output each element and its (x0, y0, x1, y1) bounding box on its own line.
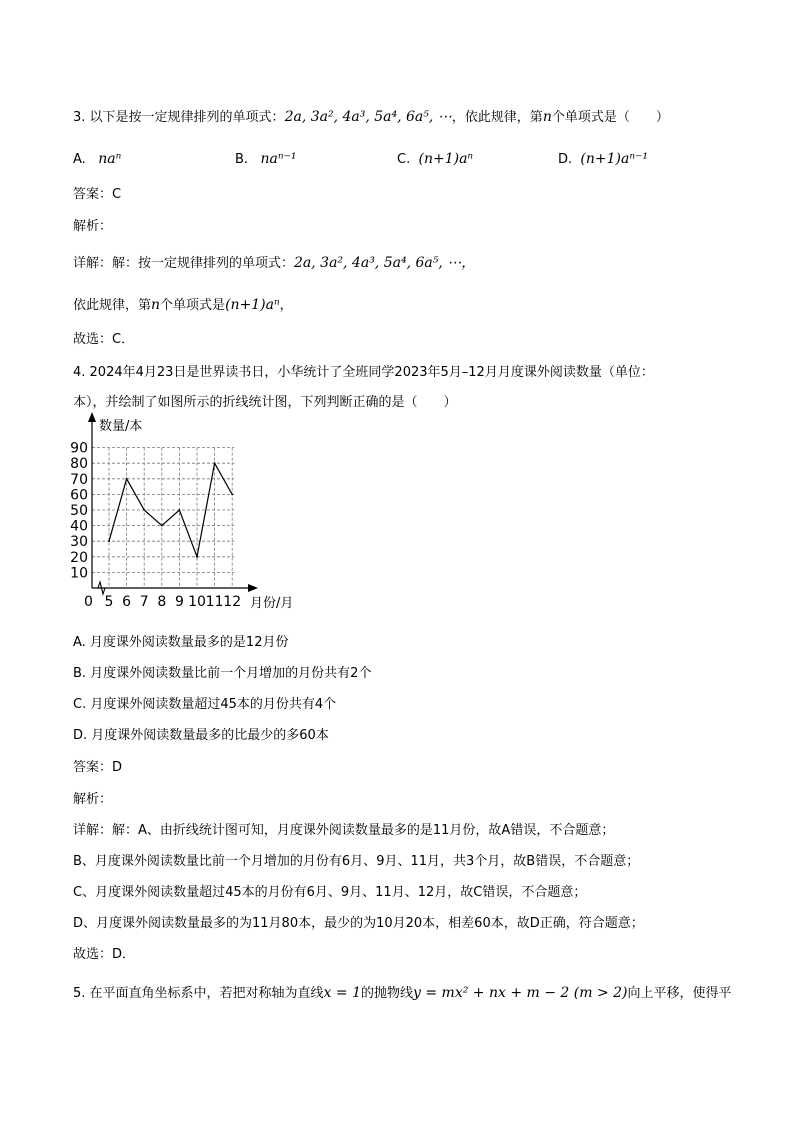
data-point (108, 540, 110, 542)
data-point (196, 556, 198, 558)
q3-stem: 3. 以下是按一定规律排列的单项式：2a, 3a², 4a³, 5a⁴, 6a⁵, ⋯，依此规律，第n个单项式是（ ） (73, 109, 669, 125)
y-tick-label: 60 (70, 487, 88, 504)
q4-option-b: B. 月度课外阅读数量比前一个月增加的月份共有2个 (73, 666, 372, 681)
q4-detail-1: 详解：解：A、由折线统计图可知，月度课外阅读数量最多的是11月份，故A错误，不合题意； (73, 823, 615, 838)
data-point (231, 494, 233, 496)
x-tick-label: 5 (104, 594, 114, 610)
q4-answer: 答案：D (73, 760, 123, 775)
y-axis-label: 数量/本 (99, 419, 143, 434)
data-point (143, 509, 145, 511)
y-axis-arrow (88, 412, 96, 422)
y-tick-label: 50 (70, 503, 88, 519)
q4-option-d: D. 月度课外阅读数量最多的比最少的多60本 (73, 728, 329, 743)
q4-stem-line2: 本），并绘制了如图所示的折线统计图，下列判断正确的是（ ） (73, 395, 457, 410)
y-tick-label: 40 (70, 518, 88, 535)
x-tick-label: 11 (205, 594, 224, 610)
q3-option-c: C. (n+1)aⁿ (397, 151, 474, 167)
y-tick-label: 80 (70, 456, 88, 473)
q3-option-d: D. (n+1)aⁿ⁻¹ (558, 151, 649, 167)
q3-sequence: 2a, 3a², 4a³, 5a⁴, 6a⁵, ⋯ (284, 109, 452, 125)
q3-option-a: A. naⁿ (73, 151, 122, 167)
q4-stem-line1: 4. 2024年4月23日是世界读书日，小华统计了全班同学2023年5月–12月月度课外阅读数量（单位： (73, 365, 654, 380)
data-point (214, 462, 216, 464)
data-point (126, 478, 128, 480)
x-tick-label: 7 (139, 594, 149, 610)
q3-detail-2: 依此规律，第n个单项式是(n+1)aⁿ， (73, 297, 293, 313)
q5-stem: 5. 在平面直角坐标系中，若把对称轴为直线x = 1的抛物线y = mx² + nx + m − 2 (m > 2)向上平移，使得平 (73, 985, 732, 1001)
q3-choose: 故选：C． (73, 332, 135, 347)
x-tick-label: 8 (157, 594, 167, 610)
q4-option-a: A. 月度课外阅读数量最多的是12月份 (73, 635, 289, 650)
chart-grid (92, 448, 234, 588)
q4-option-c: C. 月度课外阅读数量超过45本的月份共有4个 (73, 697, 337, 712)
q3-option-b: B. naⁿ⁻¹ (235, 151, 297, 167)
y-tick-label: 30 (70, 534, 88, 551)
data-point (179, 509, 181, 511)
x-tick-label: 9 (174, 594, 184, 610)
line-chart (60, 410, 320, 625)
chart-ticks (70, 441, 241, 610)
x-axis-label: 月份/月 (250, 596, 294, 611)
q3-detail-1: 详解：解：按一定规律排列的单项式：2a, 3a², 4a³, 5a⁴, 6a⁵, ⋯， (73, 255, 476, 271)
y-tick-label: 70 (70, 471, 88, 488)
q4-detail-2: B、月度课外阅读数量比前一个月增加的月份有6月、9月、11月，共3个月，故B错误，不合题意； (73, 854, 640, 869)
x-tick-label: 10 (188, 594, 206, 610)
y-tick-label: 20 (70, 549, 88, 566)
q4-detail-4: D、月度课外阅读数量最多的为11月80本，最少的为10月20本，相差60本，故D正确，符合题意； (73, 916, 644, 931)
q3-answer: 答案：C (73, 187, 122, 202)
q4-detail-3: C、月度课外阅读数量超过45本的月份有6月、9月、11月、12月，故C错误，不合题意； (73, 885, 587, 900)
q4-analysis-label: 解析： (73, 792, 113, 807)
x-tick-label: 12 (223, 594, 242, 610)
y-tick-label: 90 (70, 440, 88, 457)
origin-label: 0 (84, 594, 93, 610)
x-tick-label: 6 (122, 594, 132, 610)
q4-choose: 故选：D． (73, 947, 136, 962)
q3-analysis-label: 解析： (73, 219, 113, 234)
y-tick-label: 10 (70, 565, 88, 582)
data-point (161, 525, 163, 527)
x-axis-arrow (248, 584, 258, 592)
